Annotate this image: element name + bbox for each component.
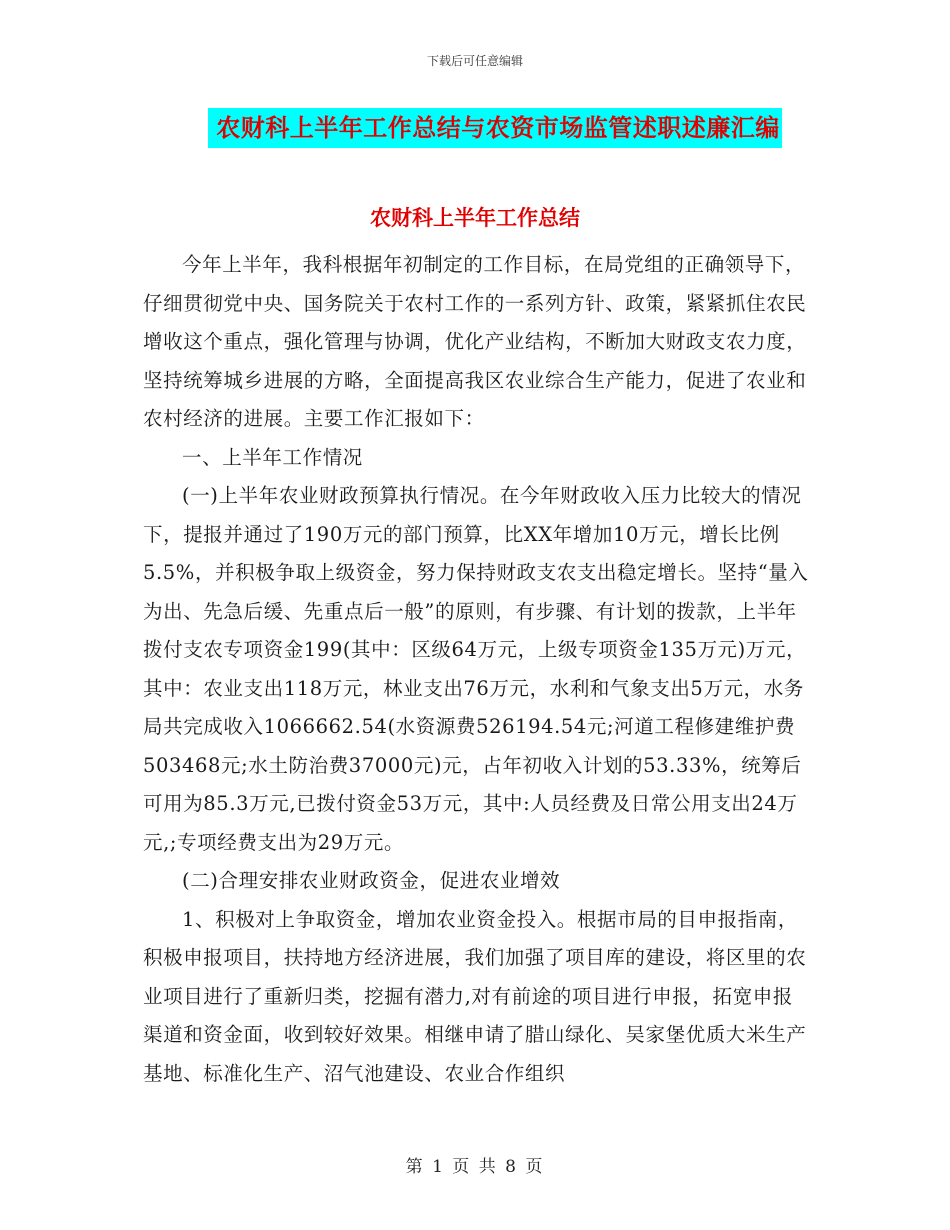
paragraph-budget-execution: (一)上半年农业财政预算执行情况。在今年财政收入压力比较大的情况下，提报并通过了190万元的部门预算，比XX年增加10万元，增长比例5.5%，并积极争取上级资金，努力保持财政支农支出稳定增长。坚持“量入为出、先急后缓、先重点后一般”的原则，有步骤、有计划的拨款，上半年拨付支农专项资金199(其中：区级64万元，上级专项资金135万元)万元，其中：农业支出118万元，林业支出76万元，水利和气象支出5万元，水务局共完成收入1066662.54(水资源费526194.54元;河道工程修建维护费503468元;水土防治费37000元)元，占年初收入计划的53.33%，统筹后可用为85.3万元,已拨付资金53万元，其中:人员经费及日常公用支出24万元,;专项经费支出为29万元。 [143, 484, 809, 854]
section-title: 农财科上半年工作总结 [370, 206, 580, 230]
page-footer-number: 第 1 页 共 8 页 [405, 1157, 545, 1177]
document-title: 农财科上半年工作总结与农资市场监管述职述廉汇编 [208, 108, 782, 148]
paragraph-fund-application: 1、积极对上争取资金，增加农业资金投入。根据市局的目申报指南，积极申报项目，扶持地方经济进展，我们加强了项目库的建设，将区里的农业项目进行了重新归类，挖掘有潜力,对有前途的项目进行申报，拓宽申报渠道和资金面，收到较好效果。相继申请了腊山绿化、吴家堡优质大米生产基地、标准化生产、沼气池建设、农业合作组织 [143, 907, 807, 1085]
heading-fund-arrangement: (二)合理安排农业财政资金，促进农业增效 [182, 869, 561, 892]
document-title-container [0, 108, 950, 148]
page-header-note: 下载后可任意编辑 [426, 54, 523, 68]
heading-work-status: 一、上半年工作情况 [182, 445, 363, 469]
document-body [143, 246, 809, 1093]
paragraph-intro: 今年上半年，我科根据年初制定的工作目标，在局党组的正确领导下，仔细贯彻党中央、国务院关于农村工作的一系列方针、政策，紧紧抓住农民增收这个重点，强化管理与协调，优化产业结构，不断加大财政支农力度，坚持统筹城乡进展的方略，全面提高我区农业综合生产能力，促进了农业和农村经济的进展。主要工作汇报如下： [143, 253, 807, 430]
